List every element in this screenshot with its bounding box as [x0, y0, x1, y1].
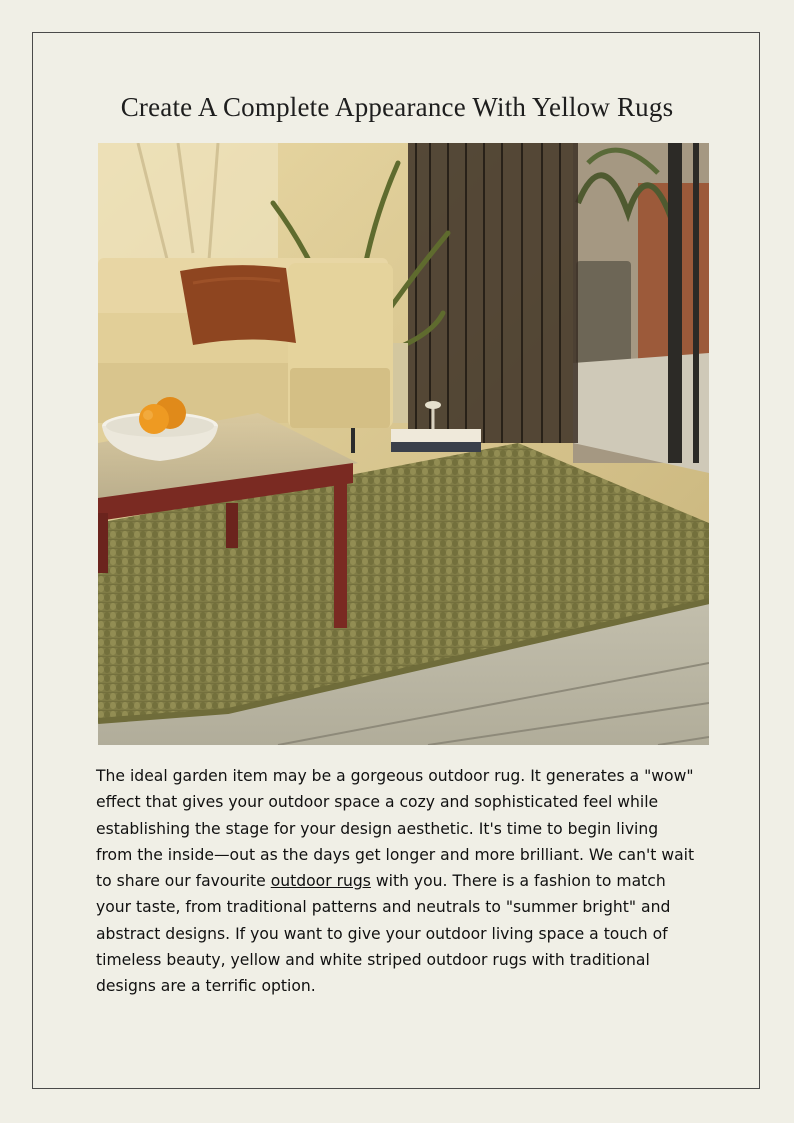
body-paragraph — [96, 763, 696, 1000]
room-photo — [98, 143, 709, 745]
paragraph-text-part-1: The ideal garden item may be a gorgeous outdoor rug. It generates a "wow" effect that gives your outdoor space a cozy and sophisticated feel while establishing the stage for your design aesthetic. It's time to begin living from the inside—out as the days get longer and more brilliant. We can't wait to share our favourite — [96, 767, 695, 891]
paragraph-text-part-2: with you. There is a fashion to match your taste, from traditional patterns and neutrals to "summer bright" and abstract designs. If you want to give your outdoor living space a touch of timeless beauty, yellow and white striped outdoor rugs with traditional designs are a terrific option. — [96, 872, 671, 996]
outdoor-rugs-link[interactable]: outdoor rugs — [270, 872, 371, 891]
page-title: Create A Complete Appearance With Yellow Rugs — [120, 92, 674, 122]
